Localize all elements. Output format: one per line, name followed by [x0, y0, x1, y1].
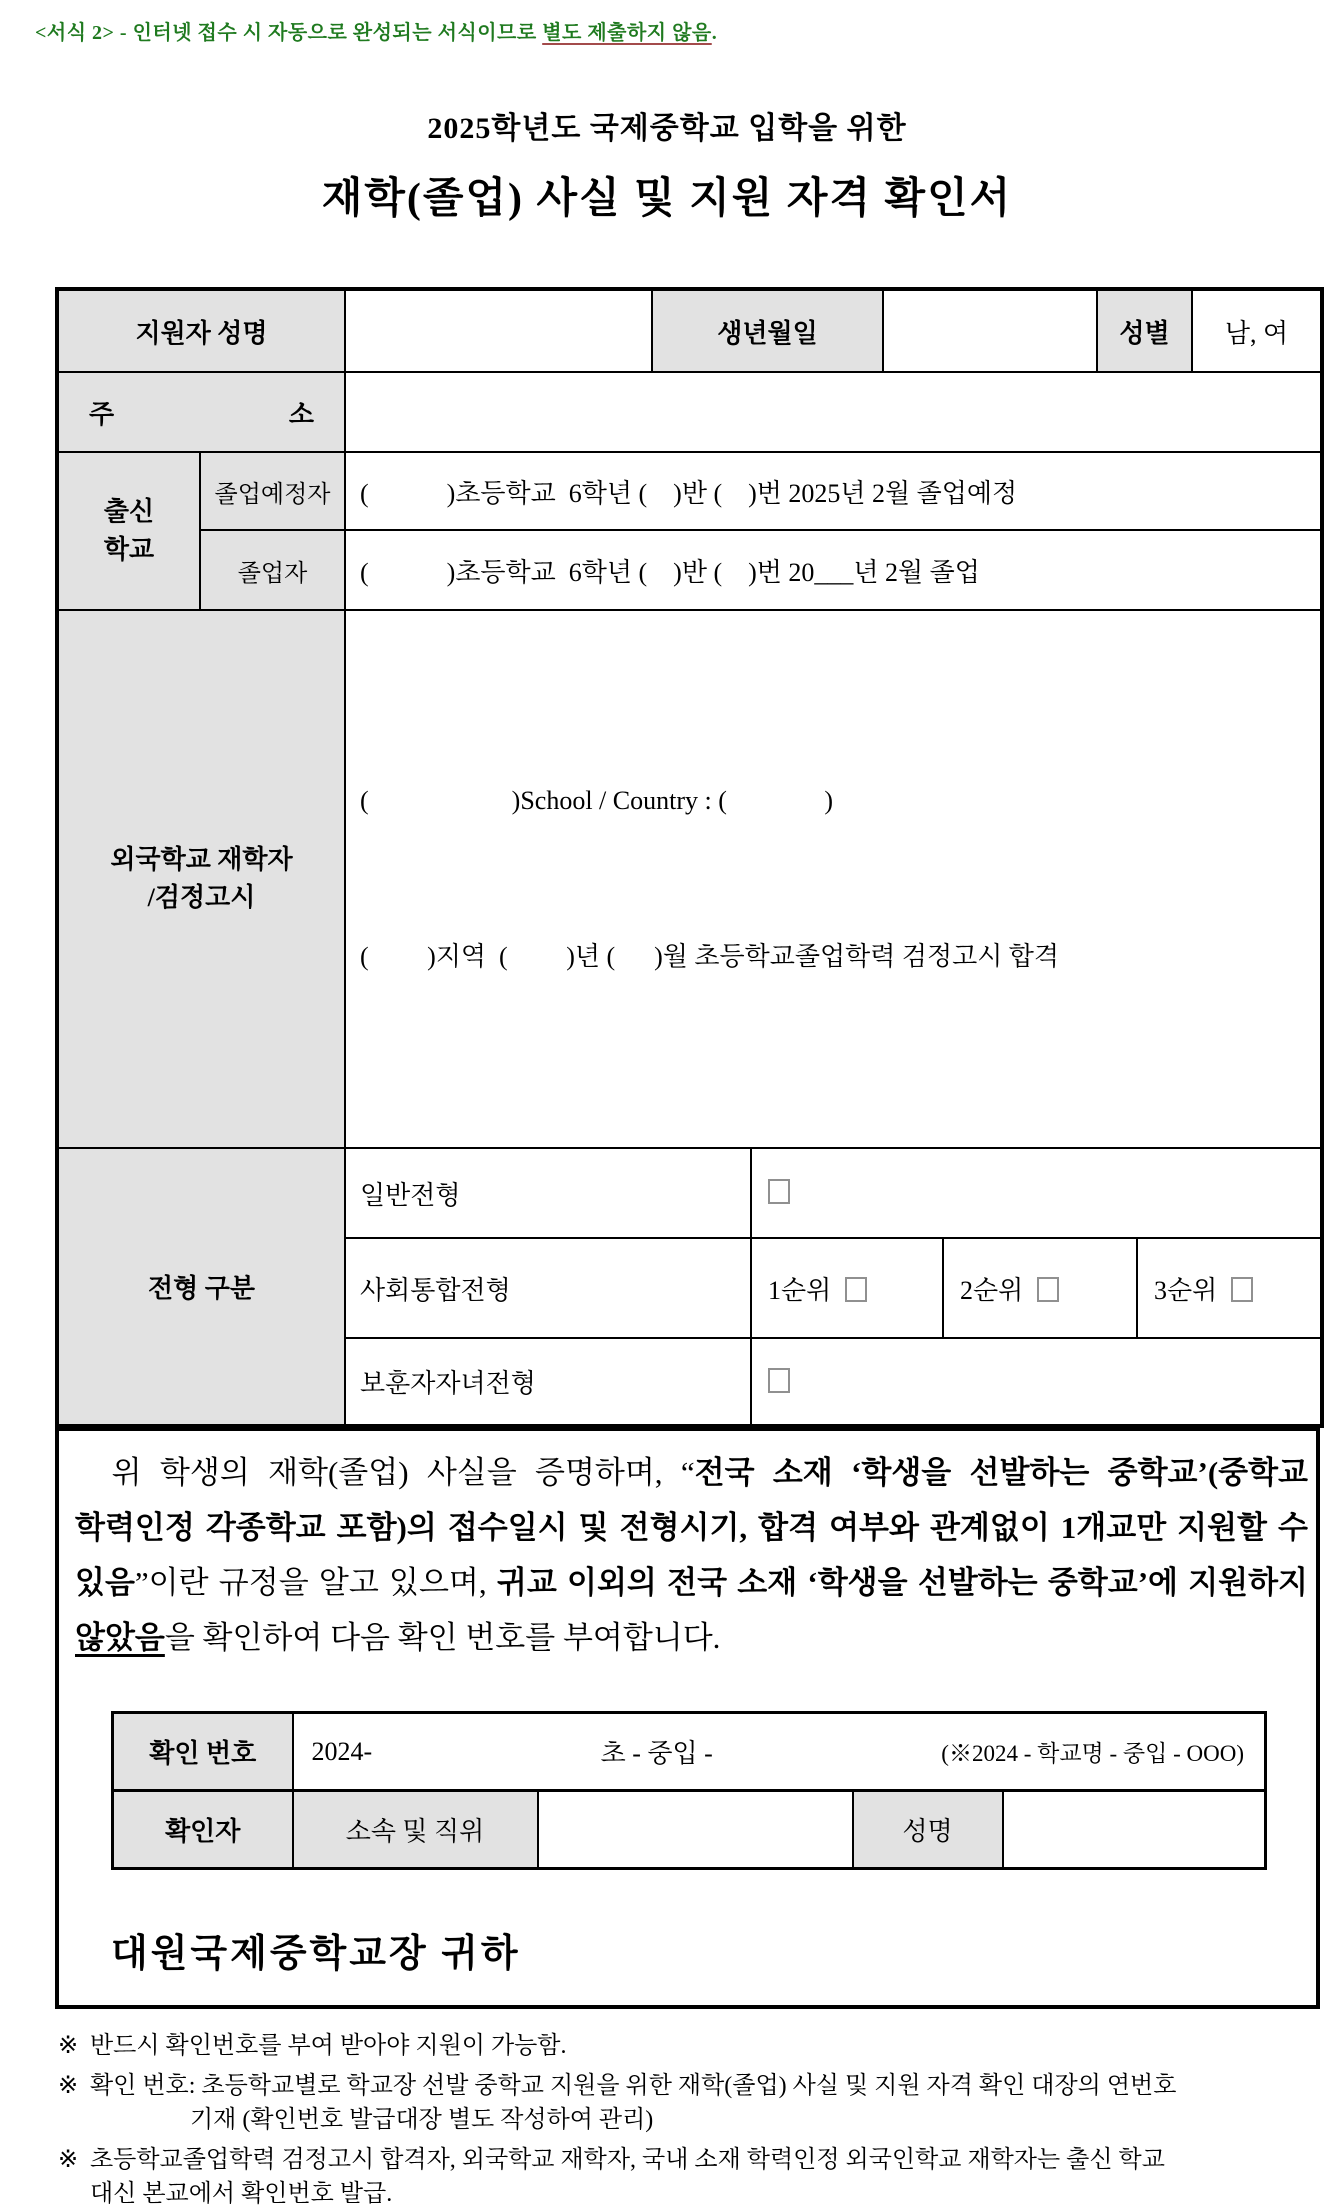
gender-value: 남, 여 [1192, 289, 1322, 372]
form-note-suffix: . [711, 22, 718, 44]
address-label-char1: 주 [89, 399, 115, 429]
origin-school-label [57, 452, 200, 610]
paragraph-segment-bold: 귀교 이외의 전국 소재 ‘학생을 선발하는 중학교’에 지원하지 [496, 1565, 1316, 1600]
footnote-1 [58, 2029, 1334, 2063]
foreign-school-label-line1: 외국학교 재학자 [110, 845, 293, 874]
paragraph-segment-bold-underline: 않았음 [75, 1620, 165, 1655]
applicant-name-label: 지원자 성명 [57, 289, 345, 372]
title-main: 재학(졸업) 사실 및 지원 자격 확인서 [321, 176, 1013, 222]
table-row [57, 452, 1322, 530]
table-row [113, 1713, 1266, 1791]
rank2-label: 2순위 [960, 1275, 1024, 1305]
table-row [57, 530, 1322, 610]
veteran-checkbox-cell [751, 1338, 1322, 1426]
gender-label: 성별 [1097, 289, 1192, 372]
form-note-prefix: <서식 2> - 인터넷 접수 시 자동으로 완성되는 서식이므로 [35, 22, 543, 44]
social-rank1-cell [751, 1238, 943, 1338]
confirmer-name-field [1003, 1791, 1266, 1869]
table-row [57, 372, 1322, 452]
reference-mark-icon: ※ [58, 2073, 79, 2099]
footnote-2-text [90, 2069, 1176, 2137]
footnotes [58, 2029, 1334, 2211]
checkbox-icon [1231, 1277, 1253, 1302]
rank1-label: 1순위 [768, 1275, 832, 1305]
birthdate-label: 생년월일 [652, 289, 883, 372]
foreign-school-label [57, 610, 345, 1148]
paragraph-segment: 위 학생의 재학(졸업) 사실을 증명하며, “ [75, 1455, 695, 1490]
footnote-1-text: 반드시 확인번호를 부여 받아야 지원이 가능함. [90, 2033, 567, 2059]
rank3-label: 3순위 [1154, 1275, 1218, 1305]
confirmation-number-value-cell [293, 1713, 1266, 1791]
expected-graduate-label: 졸업예정자 [200, 452, 345, 530]
foreign-school-label-line2: /검정고시 [147, 883, 256, 912]
foreign-school-value [345, 610, 1322, 1148]
address-label [57, 372, 345, 452]
checkbox-icon [768, 1179, 790, 1204]
graduate-value: ( )초등학교 6학년 ( )반 ( )번 20___년 2월 졸업 [345, 530, 1322, 610]
footnote-2-line2: 기재 (확인번호 발급대장 별도 작성하여 관리) [190, 2107, 654, 2133]
applicant-info-table [55, 287, 1324, 1428]
checkbox-icon [1037, 1277, 1059, 1302]
reference-mark-icon: ※ [58, 2147, 79, 2173]
address-label-char2: 소 [288, 399, 314, 429]
confirmation-number-hint: (※2024 - 학교명 - 중입 - OOO) [941, 1741, 1244, 1766]
social-integration-label: 사회통합전형 [345, 1238, 751, 1338]
checkbox-icon [768, 1368, 790, 1393]
document-title [0, 103, 1334, 225]
admission-type-label: 전형 구분 [57, 1148, 345, 1426]
general-admission-label: 일반전형 [345, 1148, 751, 1238]
title-subtitle: 2025학년도 국제중학교 입학을 위한 [427, 112, 907, 145]
checkbox-icon [845, 1277, 867, 1302]
certification-paragraph [75, 1445, 1316, 1665]
confirmation-number-prefix: 2024- [311, 1736, 373, 1766]
general-admission-checkbox-cell [751, 1148, 1322, 1238]
footnote-3-line1: 초등학교졸업학력 검정고시 합격자, 외국학교 재학자, 국내 소재 학력인정 외국인학교 재학자는 출신 학교 [90, 2147, 1165, 2173]
form-note-underlined: 별도 제출하지 않음 [542, 22, 712, 44]
confirmation-number-label: 확인 번호 [113, 1713, 293, 1791]
footnote-3-line2: 대신 본교에서 확인번호 발급. [90, 2181, 393, 2207]
footnote-3 [58, 2143, 1334, 2211]
confirmation-number-mid: 초 - 중입 - [600, 1739, 713, 1768]
reference-mark-icon: ※ [58, 2033, 79, 2059]
position-label: 소속 및 직위 [293, 1791, 538, 1869]
confirmer-label: 확인자 [113, 1791, 293, 1869]
position-field [538, 1791, 853, 1869]
form-type-note [35, 16, 1334, 45]
applicant-name-field [345, 289, 652, 372]
paragraph-segment: 을 확인하여 다음 확인 번호를 부여합니다. [164, 1620, 721, 1655]
graduate-label: 졸업자 [200, 530, 345, 610]
birthdate-field [883, 289, 1097, 372]
veteran-child-label: 보훈자자녀전형 [345, 1338, 751, 1426]
footnote-3-text [90, 2143, 1165, 2211]
address-field [345, 372, 1322, 452]
table-row [113, 1791, 1266, 1869]
paragraph-segment: ”이란 규정을 알고 있으며, [134, 1565, 497, 1600]
paragraph-segment-bold: 전국 소재 ‘학생을 선발하는 중학교’(중학교 학력인정 각종학교 포함)의 접수일시 및 전형시기, 합격 여부와 관계없이 1개교만 지원할 수 있음 [75, 1455, 1316, 1600]
origin-school-line1: 출신 [103, 497, 155, 526]
foreign-school-value-line2: ( )지역 ( )년 ( )월 초등학교졸업학력 검정고시 합격 [360, 942, 1060, 971]
origin-school-line2: 학교 [103, 535, 155, 564]
footnote-2 [58, 2069, 1334, 2137]
confirmer-name-label: 성명 [853, 1791, 1003, 1869]
table-row [57, 289, 1322, 372]
confirmation-number-table [111, 1711, 1267, 1870]
addressee-line: 대원국제중학교장 귀하 [111, 1933, 521, 1975]
table-row [57, 1148, 1322, 1238]
footnote-2-line1: 확인 번호: 초등학교별로 학교장 선발 중학교 지원을 위한 재학(졸업) 사실 및 지원 자격 확인 대장의 연번호 [90, 2073, 1177, 2099]
social-rank2-cell [943, 1238, 1137, 1338]
foreign-school-value-line1: ( )School / Country : ( ) [360, 786, 834, 815]
social-rank3-cell [1137, 1238, 1322, 1338]
expected-graduate-value: ( )초등학교 6학년 ( )반 ( )번 2025년 2월 졸업예정 [345, 452, 1322, 530]
certification-box [55, 1428, 1320, 2009]
table-row [57, 610, 1322, 1148]
